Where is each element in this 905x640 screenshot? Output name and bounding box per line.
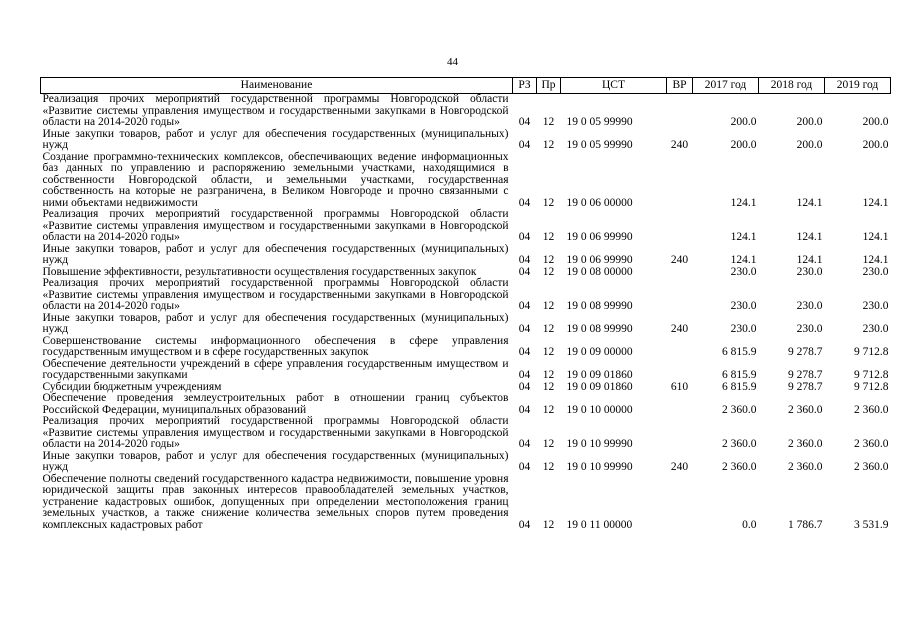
row-2017-cell: 6 815.9	[722, 369, 757, 381]
row-2018-cell: 124.1	[796, 254, 823, 266]
row-cst-cell: 19 0 09 01860	[566, 369, 633, 381]
row-rz-cell: 04	[518, 346, 531, 358]
row-vr-cell	[667, 278, 693, 313]
row-2018-cell: 2 360.0	[788, 403, 823, 416]
table-body	[41, 94, 891, 532]
row-2019-cell: 124.1	[862, 196, 889, 209]
row-name-cell: Иные закупки товаров, работ и услуг для обеспечения государственных (муниципальных) нужд	[42, 311, 509, 335]
row-cst-cell: 19 0 10 99990	[566, 438, 633, 450]
header-2019: 2019 год	[825, 78, 891, 94]
row-name-cell: Иные закупки товаров, работ и услуг для обеспечения государственных (муниципальных) нужд	[42, 127, 509, 151]
row-rz-cell: 04	[518, 380, 531, 393]
row-rz-cell: 04	[518, 254, 531, 266]
table-row	[41, 313, 891, 336]
row-2018-cell: 230.0	[796, 323, 823, 335]
row-pr-cell: 12	[542, 438, 555, 450]
row-rz-cell: 04	[518, 518, 531, 531]
row-cst-cell: 19 0 08 00000	[566, 265, 633, 278]
table-row	[41, 416, 891, 451]
row-name-cell: Реализация прочих мероприятий государственной программы Новгородской области «Развитие системы управления имуществом и государственными закупками в Новгородской области на 2014-2020 годы»	[42, 208, 509, 243]
table-row	[41, 451, 891, 474]
row-rz-cell: 04	[518, 403, 531, 416]
row-vr-cell	[667, 267, 693, 279]
table-row	[41, 474, 891, 532]
row-pr-cell: 12	[542, 254, 555, 266]
row-rz-cell: 04	[518, 461, 531, 473]
row-rz-cell: 04	[518, 116, 531, 128]
header-rz: РЗ	[513, 78, 537, 94]
row-name-cell: Иные закупки товаров, работ и услуг для обеспечения государственных (муниципальных) нужд	[42, 449, 509, 473]
row-name-cell: Обеспечение деятельности учреждений в сфере управления государственным имуществом и государственными закупками	[42, 357, 509, 381]
row-2019-cell: 124.1	[862, 254, 889, 266]
row-2018-cell: 2 360.0	[788, 461, 823, 473]
row-name-cell: Совершенствование системы информационного обеспечения в сфере управления государственным имуществом и в сфере государственных закупок	[42, 334, 509, 358]
header-vr: ВР	[667, 78, 693, 94]
row-2019-cell: 2 360.0	[854, 403, 889, 416]
row-2018-cell: 230.0	[796, 300, 823, 312]
page-number: 44	[447, 56, 458, 68]
row-2017-cell: 2 360.0	[722, 461, 757, 473]
row-pr-cell: 12	[542, 265, 555, 278]
row-cst-cell: 19 0 06 00000	[566, 196, 633, 209]
row-vr-cell: 240	[670, 139, 689, 151]
header-pr: Пр	[537, 78, 561, 94]
row-2019-cell: 2 360.0	[854, 461, 889, 473]
row-rz-cell: 04	[518, 231, 531, 243]
row-rz-cell: 04	[518, 300, 531, 312]
row-name-cell: Создание программно-технических комплексов, обеспечивающих ведение информационных баз данных по управлению и распоряжению земельными участками, находящимися в собственности Новгородской области, и земельными участками, государственная собственность на которые не разграничена, в Великом Новгороде и прочно связанными с ними объектами недвижимости	[42, 150, 509, 209]
row-cst-cell: 19 0 10 99990	[566, 461, 633, 473]
table-row	[41, 94, 891, 129]
row-2017-cell: 124.1	[730, 196, 757, 209]
row-vr-cell	[667, 336, 693, 359]
table-row	[41, 209, 891, 244]
row-2019-cell: 230.0	[862, 323, 889, 335]
row-2019-cell: 2 360.0	[854, 438, 889, 450]
table-header-row	[41, 78, 891, 94]
row-2017-cell: 124.1	[730, 254, 757, 266]
row-2018-cell: 124.1	[796, 231, 823, 243]
row-pr-cell: 12	[542, 300, 555, 312]
row-2017-cell: 2 360.0	[722, 403, 757, 416]
row-2017-cell: 230.0	[730, 265, 757, 278]
table-row	[41, 152, 891, 210]
row-name-cell: Реализация прочих мероприятий государственной программы Новгородской области «Развитие системы управления имуществом и государственными закупками в Новгородской области на 2014-2020 годы»	[42, 93, 509, 128]
table-row	[41, 129, 891, 152]
row-2017-cell: 200.0	[730, 139, 757, 151]
row-pr-cell: 12	[542, 231, 555, 243]
table-row	[41, 278, 891, 313]
row-2019-cell: 9 712.8	[854, 369, 889, 381]
row-cst-cell: 19 0 08 99990	[566, 300, 633, 312]
row-vr-cell	[667, 359, 693, 382]
row-2017-cell: 6 815.9	[722, 380, 757, 393]
row-2019-cell: 230.0	[862, 300, 889, 312]
row-vr-cell	[667, 209, 693, 244]
row-2019-cell: 9 712.8	[854, 346, 889, 358]
row-name-cell: Повышение эффективности, результативности осуществления государственных закупок	[42, 265, 477, 278]
row-cst-cell: 19 0 09 01860	[566, 380, 633, 393]
row-2019-cell: 124.1	[862, 231, 889, 243]
row-pr-cell: 12	[542, 380, 555, 393]
row-vr-cell	[667, 152, 693, 210]
row-vr-cell: 240	[670, 461, 689, 473]
row-2018-cell: 230.0	[796, 265, 823, 278]
row-2018-cell: 200.0	[796, 139, 823, 151]
row-vr-cell: 240	[670, 323, 689, 335]
header-name: Наименование	[41, 78, 513, 94]
row-2017-cell: 2 360.0	[722, 438, 757, 450]
row-rz-cell: 04	[518, 323, 531, 335]
table-row	[41, 359, 891, 382]
table-row	[41, 244, 891, 267]
row-pr-cell: 12	[542, 196, 555, 209]
row-cst-cell: 19 0 10 00000	[566, 403, 633, 416]
row-rz-cell: 04	[518, 265, 531, 278]
row-2019-cell: 200.0	[862, 139, 889, 151]
row-2017-cell: 230.0	[730, 323, 757, 335]
row-2018-cell: 2 360.0	[788, 438, 823, 450]
row-2019-cell: 9 712.8	[854, 380, 889, 393]
row-name-cell: Субсидии бюджетным учреждениям	[42, 380, 222, 393]
header-cst: ЦСТ	[561, 78, 667, 94]
row-2018-cell: 124.1	[796, 196, 823, 209]
header-2018: 2018 год	[759, 78, 825, 94]
row-name-cell: Обеспечение проведения землеустроительных работ в отношении границ субъектов Российской Федерации, муниципальных образований	[42, 392, 509, 416]
row-pr-cell: 12	[542, 369, 555, 381]
row-2019-cell: 3 531.9	[854, 518, 889, 531]
row-cst-cell: 19 0 09 00000	[566, 346, 633, 358]
row-pr-cell: 12	[542, 139, 555, 151]
row-2019-cell: 200.0	[862, 116, 889, 128]
row-name-cell: Реализация прочих мероприятий государственной программы Новгородской области «Развитие системы управления имуществом и государственными закупками в Новгородской области на 2014-2020 годы»	[42, 277, 509, 312]
row-2018-cell: 9 278.7	[788, 369, 823, 381]
row-name-cell: Реализация прочих мероприятий государственной программы Новгородской области «Развитие системы управления имуществом и государственными закупками в Новгородской области на 2014-2020 годы»	[42, 415, 509, 450]
row-rz-cell: 04	[518, 369, 531, 381]
budget-table	[40, 77, 891, 531]
row-2018-cell: 9 278.7	[788, 346, 823, 358]
header-2017: 2017 год	[693, 78, 759, 94]
row-2018-cell: 1 786.7	[788, 518, 823, 531]
row-rz-cell: 04	[518, 438, 531, 450]
row-pr-cell: 12	[542, 403, 555, 416]
row-2017-cell: 0.0	[742, 518, 757, 531]
row-pr-cell: 12	[542, 518, 555, 531]
row-vr-cell: 610	[670, 380, 689, 393]
row-cst-cell: 19 0 06 99990	[566, 254, 633, 266]
row-2017-cell: 230.0	[730, 300, 757, 312]
row-2018-cell: 200.0	[796, 116, 823, 128]
row-cst-cell: 19 0 05 99990	[566, 116, 633, 128]
table-row	[41, 393, 891, 416]
row-name-cell: Обеспечение полноты сведений государственного кадастра недвижимости, повышение уровня юридической защиты прав законных интересов правообладателей земельных участков, устранение кадастровых ошибок, допущенных при определении местоположения границ земельных участков, а также снижение количества земельных споров путем проведения комплексных кадастровых работ	[42, 472, 509, 531]
row-vr-cell	[667, 474, 693, 532]
table-row	[41, 336, 891, 359]
row-2018-cell: 9 278.7	[788, 380, 823, 393]
row-2019-cell: 230.0	[862, 265, 889, 278]
row-cst-cell: 19 0 11 00000	[566, 518, 633, 531]
row-name-cell: Иные закупки товаров, работ и услуг для обеспечения государственных (муниципальных) нужд	[42, 242, 509, 266]
row-pr-cell: 12	[542, 116, 555, 128]
row-rz-cell: 04	[518, 139, 531, 151]
row-2017-cell: 6 815.9	[722, 346, 757, 358]
row-pr-cell: 12	[542, 461, 555, 473]
row-cst-cell: 19 0 05 99990	[566, 139, 633, 151]
row-pr-cell: 12	[542, 346, 555, 358]
row-vr-cell: 240	[670, 254, 689, 266]
row-vr-cell	[667, 393, 693, 416]
row-rz-cell: 04	[518, 196, 531, 209]
row-cst-cell: 19 0 08 99990	[566, 323, 633, 335]
row-pr-cell: 12	[542, 323, 555, 335]
row-2017-cell: 124.1	[730, 231, 757, 243]
row-2017-cell: 200.0	[730, 116, 757, 128]
row-vr-cell	[667, 416, 693, 451]
row-vr-cell	[667, 94, 693, 129]
row-cst-cell: 19 0 06 99990	[566, 231, 633, 243]
